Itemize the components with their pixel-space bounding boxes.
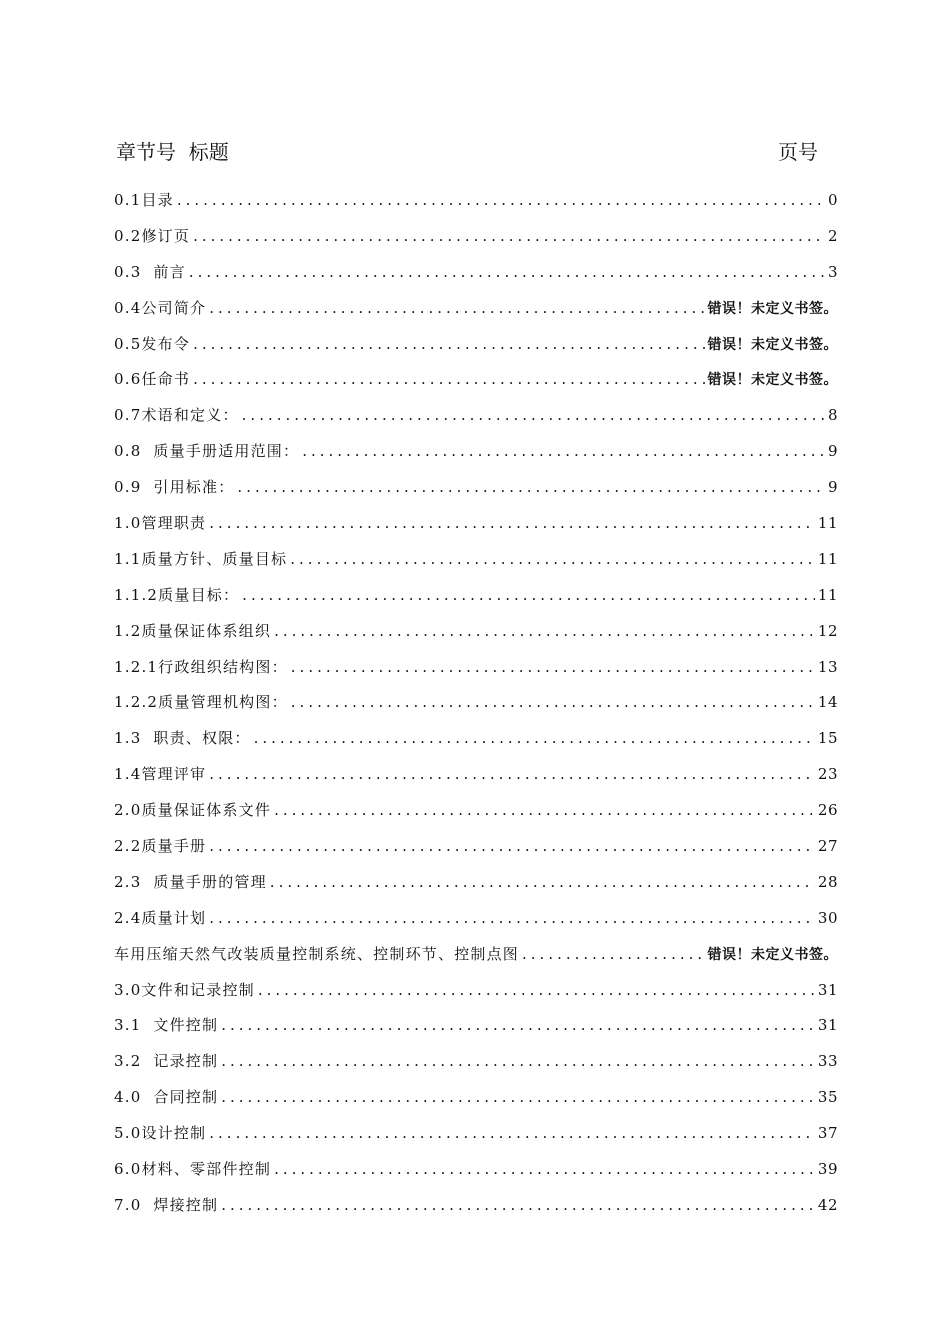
dot-leader <box>177 188 825 212</box>
toc-entry-page-number: 37 <box>817 1124 838 1143</box>
toc-entry[interactable] <box>114 367 838 403</box>
toc-entry-bookmark-error: 错误！未定义书签。 <box>707 336 838 353</box>
toc-entry[interactable] <box>114 332 838 368</box>
toc-entry-title[interactable]: 1.1.2质量目标： <box>114 585 240 604</box>
toc-entry-page-number: 2 <box>827 226 838 245</box>
toc-entry-page-number: 31 <box>817 1016 838 1035</box>
toc-entry[interactable] <box>114 726 838 762</box>
toc-entry-title[interactable]: 0.3 前言 <box>114 262 186 281</box>
toc-entry-page-number: 23 <box>817 765 838 784</box>
dot-leader <box>221 1085 815 1109</box>
toc-entry-title[interactable]: 1.2.2质量管理机构图： <box>114 693 288 712</box>
dot-leader <box>209 834 815 858</box>
dot-leader <box>221 1013 815 1037</box>
toc-entry-page-number: 39 <box>817 1160 838 1179</box>
dot-leader <box>237 475 825 499</box>
toc-entry-page-number: 0 <box>827 191 838 209</box>
toc-entry-bookmark-error: 错误！未定义书签。 <box>707 946 838 963</box>
toc-entry-title[interactable]: 1.2质量保证体系组织 <box>114 621 272 640</box>
toc-entry-page-number: 8 <box>827 406 838 425</box>
toc-entry-title[interactable]: 1.2.1行政组织结构图： <box>114 657 288 676</box>
toc-entry-page-number: 26 <box>817 801 838 820</box>
toc-entry[interactable] <box>114 942 838 978</box>
toc-entry[interactable] <box>114 403 838 439</box>
dot-leader <box>189 260 825 284</box>
header-section-title-label: 章节号 标题 <box>116 140 229 164</box>
toc-entry-page-number: 28 <box>817 872 838 891</box>
dot-leader <box>221 1193 815 1217</box>
toc-entry[interactable] <box>114 978 838 1014</box>
toc-entry-title[interactable]: 1.3 职责、权限： <box>114 729 251 748</box>
toc-entry-page-number: 14 <box>817 693 838 712</box>
dot-leader <box>270 870 815 894</box>
dot-leader <box>274 1157 815 1181</box>
toc-entry[interactable] <box>114 798 838 834</box>
toc-entry[interactable] <box>114 1193 838 1229</box>
toc-entry[interactable] <box>114 1121 838 1157</box>
toc-entry[interactable] <box>114 224 838 260</box>
toc-entry-page-number: 9 <box>827 442 838 461</box>
toc-entry-title[interactable]: 1.1质量方针、质量目标 <box>114 549 288 568</box>
dot-leader <box>291 655 815 679</box>
dot-leader <box>221 1049 815 1073</box>
toc-entry[interactable] <box>114 690 838 726</box>
toc-entry-title[interactable]: 0.6任命书 <box>114 370 191 389</box>
toc-entry-page-number: 13 <box>817 657 838 676</box>
dot-leader <box>291 690 815 714</box>
dot-leader <box>209 296 704 320</box>
toc-entry-page-number: 35 <box>817 1088 838 1107</box>
toc-entry-title[interactable]: 3.0文件和记录控制 <box>114 980 255 999</box>
toc-entry-page-number: 33 <box>817 1052 838 1071</box>
toc-entry-title[interactable]: 0.2修订页 <box>114 226 191 245</box>
toc-entry-title[interactable]: 0.9 引用标准： <box>114 478 235 497</box>
toc-entry[interactable] <box>114 475 838 511</box>
toc-entry-title[interactable]: 2.4质量计划 <box>114 908 207 927</box>
toc-entry-title[interactable]: 7.0 焊接控制 <box>114 1195 219 1214</box>
toc-entry[interactable] <box>114 1049 838 1085</box>
toc-entry[interactable] <box>114 260 838 296</box>
toc-entry[interactable] <box>114 511 838 547</box>
toc-entry[interactable] <box>114 834 838 870</box>
toc-entry-title[interactable]: 0.7术语和定义： <box>114 406 239 425</box>
toc-entry[interactable] <box>114 439 838 475</box>
dot-leader <box>209 511 815 535</box>
toc-entry[interactable] <box>114 583 838 619</box>
toc-entry[interactable] <box>114 1085 838 1121</box>
toc-entry-title[interactable]: 车用压缩天然气改装质量控制系统、控制环节、控制点图 <box>114 944 520 963</box>
toc-entry-bookmark-error: 错误！未定义书签。 <box>707 300 838 317</box>
toc-entry[interactable] <box>114 870 838 906</box>
toc-entry-title[interactable]: 2.2质量手册 <box>114 837 207 856</box>
dot-leader <box>242 583 815 607</box>
dot-leader <box>242 403 825 427</box>
dot-leader <box>258 978 815 1002</box>
dot-leader <box>274 798 815 822</box>
toc-entry-page-number: 11 <box>817 514 838 533</box>
toc-entry[interactable] <box>114 1157 838 1193</box>
dot-leader <box>209 1121 815 1145</box>
toc-entry-title[interactable]: 3.1 文件控制 <box>114 1016 219 1035</box>
toc-entry[interactable] <box>114 906 838 942</box>
dot-leader <box>274 619 815 643</box>
toc-entry-page-number: 15 <box>817 729 838 748</box>
dot-leader <box>193 224 825 248</box>
toc-entry-title[interactable]: 1.4管理评审 <box>114 765 207 784</box>
toc-entry[interactable] <box>114 762 838 798</box>
toc-entry-title[interactable]: 0.4公司简介 <box>114 298 207 317</box>
dot-leader <box>193 332 704 356</box>
toc-entry[interactable] <box>114 188 838 224</box>
toc-entry-page-number: 27 <box>817 837 838 856</box>
dot-leader <box>302 439 825 463</box>
toc-entry-page-number: 11 <box>817 549 838 568</box>
toc-entry-title[interactable]: 2.0质量保证体系文件 <box>114 801 272 820</box>
toc-entry-page-number: 42 <box>817 1195 838 1214</box>
toc-entry[interactable] <box>114 619 838 655</box>
toc-entry-title[interactable]: 0.8 质量手册适用范围： <box>114 442 300 461</box>
toc-entry-page-number: 12 <box>817 621 838 640</box>
dot-leader <box>193 367 704 391</box>
toc-entry-title[interactable]: 0.5发布令 <box>114 334 191 353</box>
toc-entry-title[interactable]: 1.0管理职责 <box>114 514 207 533</box>
toc-entry[interactable] <box>114 655 838 691</box>
toc-entry-page-number: 9 <box>827 478 838 497</box>
toc-entry[interactable] <box>114 547 838 583</box>
toc-entry-title[interactable]: 5.0设计控制 <box>114 1124 207 1143</box>
toc-list <box>114 188 838 1229</box>
toc-entry-title[interactable]: 2.3 质量手册的管理 <box>114 872 267 891</box>
toc-entry-page-number: 3 <box>827 262 838 281</box>
toc-header <box>116 138 818 166</box>
toc-entry[interactable] <box>114 296 838 332</box>
toc-entry-page-number: 11 <box>817 585 838 604</box>
header-page-label: 页号 <box>778 140 818 164</box>
dot-leader <box>522 942 704 966</box>
toc-entry-title[interactable]: 6.0材料、零部件控制 <box>114 1160 272 1179</box>
dot-leader <box>290 547 815 571</box>
toc-entry-bookmark-error: 错误！未定义书签。 <box>707 372 838 389</box>
toc-entry-page-number: 30 <box>817 908 838 927</box>
toc-entry[interactable] <box>114 1013 838 1049</box>
dot-leader <box>254 726 815 750</box>
dot-leader <box>209 906 815 930</box>
toc-entry-title[interactable]: 3.2 记录控制 <box>114 1052 219 1071</box>
toc-entry-title[interactable]: 0.1目录 <box>114 191 174 209</box>
toc-entry-title[interactable]: 4.0 合同控制 <box>114 1088 219 1107</box>
dot-leader <box>209 762 815 786</box>
toc-entry-page-number: 31 <box>817 980 838 999</box>
